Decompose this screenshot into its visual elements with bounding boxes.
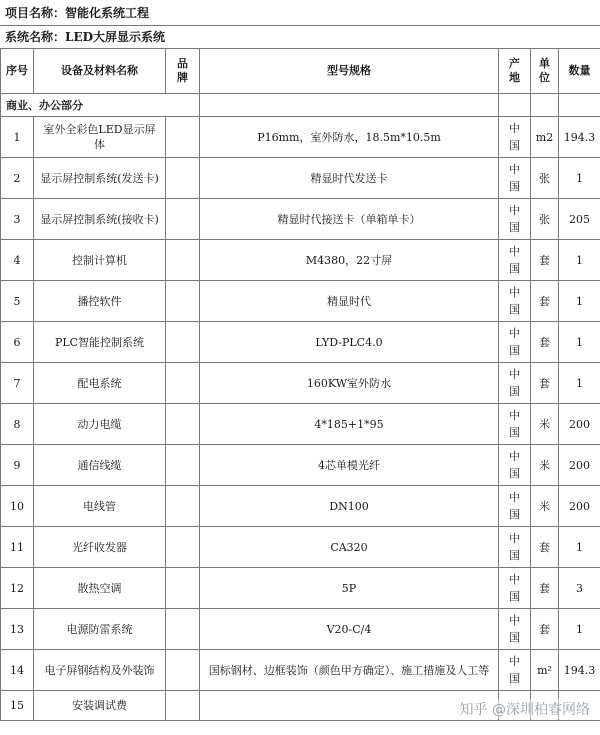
table-row bbox=[1, 199, 600, 240]
cell-brand bbox=[166, 322, 200, 363]
table-row bbox=[1, 281, 600, 322]
cell-name: 光纤收发器 bbox=[34, 527, 166, 568]
cell-name: PLC智能控制系统 bbox=[34, 322, 166, 363]
header-unit: 单 位 bbox=[531, 49, 559, 94]
cell-model: 国标钢材、边框装饰（颜色甲方确定）、施工措施及人工等 bbox=[200, 650, 499, 691]
cell-name: 室外全彩色LED显示屏体 bbox=[34, 117, 166, 158]
cell-brand bbox=[166, 240, 200, 281]
cell-model: 精显时代 bbox=[200, 281, 499, 322]
table-row bbox=[1, 650, 600, 691]
cell-origin: 中 国 bbox=[499, 158, 531, 199]
cell-origin: 中 国 bbox=[499, 322, 531, 363]
cell-index: 12 bbox=[1, 568, 34, 609]
cell-model bbox=[200, 691, 499, 721]
cell-index: 14 bbox=[1, 650, 34, 691]
cell-index: 11 bbox=[1, 527, 34, 568]
cell-name: 电源防雷系统 bbox=[34, 609, 166, 650]
cell-brand bbox=[166, 404, 200, 445]
cell-qty: 194.3 bbox=[559, 650, 600, 691]
cell-qty: 200 bbox=[559, 486, 600, 527]
cell-unit: 套 bbox=[531, 281, 559, 322]
cell-model: CA320 bbox=[200, 527, 499, 568]
header-index: 序号 bbox=[1, 49, 34, 94]
cell-origin: 中 国 bbox=[499, 609, 531, 650]
cell-qty: 1 bbox=[559, 363, 600, 404]
cell-name: 散热空调 bbox=[34, 568, 166, 609]
project-name-line: 项目名称：智能化系统工程 bbox=[0, 0, 600, 26]
cell-unit: m2 bbox=[531, 117, 559, 158]
cell-model: P16mm，室外防水，18.5m*10.5m bbox=[200, 117, 499, 158]
cell-qty: 1 bbox=[559, 527, 600, 568]
cell-qty: 3 bbox=[559, 568, 600, 609]
cell-model: 4*185+1*95 bbox=[200, 404, 499, 445]
cell-name: 通信线缆 bbox=[34, 445, 166, 486]
cell-qty: 1 bbox=[559, 322, 600, 363]
watermark-text: 知乎 @深圳柏睿网络 bbox=[459, 702, 590, 718]
table-row bbox=[1, 117, 600, 158]
cell-index: 4 bbox=[1, 240, 34, 281]
cell-index: 2 bbox=[1, 158, 34, 199]
cell-index: 5 bbox=[1, 281, 34, 322]
cell-model: 精显时代接送卡（单箱单卡） bbox=[200, 199, 499, 240]
header-brand: 品 牌 bbox=[166, 49, 200, 94]
cell-index: 13 bbox=[1, 609, 34, 650]
cell-brand bbox=[166, 650, 200, 691]
table-row bbox=[1, 404, 600, 445]
cell-unit: m² bbox=[531, 650, 559, 691]
table-row bbox=[1, 322, 600, 363]
cell-origin: 中 国 bbox=[499, 363, 531, 404]
cell-origin: 中 国 bbox=[499, 527, 531, 568]
header-name: 设备及材料名称 bbox=[34, 49, 166, 94]
cell-name: 配电系统 bbox=[34, 363, 166, 404]
table-row bbox=[1, 527, 600, 568]
cell-unit: 张 bbox=[531, 158, 559, 199]
cell-brand bbox=[166, 199, 200, 240]
cell-index: 7 bbox=[1, 363, 34, 404]
cell-unit: 米 bbox=[531, 404, 559, 445]
cell-name: 动力电缆 bbox=[34, 404, 166, 445]
cell-qty: 200 bbox=[559, 404, 600, 445]
section-row bbox=[1, 94, 600, 117]
cell-qty: 1 bbox=[559, 158, 600, 199]
table-row bbox=[1, 158, 600, 199]
cell-index: 15 bbox=[1, 691, 34, 721]
cell-model: V20-C/4 bbox=[200, 609, 499, 650]
cell-model: 160KW室外防水 bbox=[200, 363, 499, 404]
cell-qty: 1 bbox=[559, 609, 600, 650]
cell-index: 8 bbox=[1, 404, 34, 445]
cell-unit: 米 bbox=[531, 445, 559, 486]
cell-brand bbox=[166, 158, 200, 199]
cell-name: 显示屏控制系统(接收卡) bbox=[34, 199, 166, 240]
header-origin: 产 地 bbox=[499, 49, 531, 94]
table-row bbox=[1, 568, 600, 609]
cell-index: 1 bbox=[1, 117, 34, 158]
cell-origin: 中 国 bbox=[499, 240, 531, 281]
cell-brand bbox=[166, 609, 200, 650]
cell-name: 播控软件 bbox=[34, 281, 166, 322]
cell-unit: 套 bbox=[531, 363, 559, 404]
cell-brand bbox=[166, 486, 200, 527]
header-qty: 数量 bbox=[559, 49, 600, 94]
system-name-line: 系统名称：LED大屏显示系统 bbox=[5, 30, 165, 44]
cell-qty: 194.3 bbox=[559, 117, 600, 158]
cell-name: 电子屏钢结构及外装饰 bbox=[34, 650, 166, 691]
cell-name: 显示屏控制系统(发送卡) bbox=[34, 158, 166, 199]
cell-origin: 中 国 bbox=[499, 404, 531, 445]
cell-origin: 中 国 bbox=[499, 568, 531, 609]
cell-model: LYD-PLC4.0 bbox=[200, 322, 499, 363]
cell-qty: 1 bbox=[559, 281, 600, 322]
cell-origin: 中 国 bbox=[499, 650, 531, 691]
cell-model: 5P bbox=[200, 568, 499, 609]
table-row bbox=[1, 486, 600, 527]
cell-model: 4芯单模光纤 bbox=[200, 445, 499, 486]
cell-index: 9 bbox=[1, 445, 34, 486]
cell-brand bbox=[166, 117, 200, 158]
cell-model: DN100 bbox=[200, 486, 499, 527]
section-label: 商业、办公部分 bbox=[1, 94, 200, 117]
cell-unit: 张 bbox=[531, 199, 559, 240]
cell-index: 3 bbox=[1, 199, 34, 240]
cell-name: 控制计算机 bbox=[34, 240, 166, 281]
cell-unit: 套 bbox=[531, 240, 559, 281]
cell-unit: 米 bbox=[531, 486, 559, 527]
cell-unit: 套 bbox=[531, 568, 559, 609]
cell-index: 10 bbox=[1, 486, 34, 527]
table-row bbox=[1, 445, 600, 486]
cell-origin: 中 国 bbox=[499, 445, 531, 486]
cell-brand bbox=[166, 445, 200, 486]
header-model: 型号规格 bbox=[200, 49, 499, 94]
cell-brand bbox=[166, 691, 200, 721]
cell-name: 电线管 bbox=[34, 486, 166, 527]
cell-model: 精显时代发送卡 bbox=[200, 158, 499, 199]
cell-brand bbox=[166, 568, 200, 609]
cell-index: 6 bbox=[1, 322, 34, 363]
cell-origin: 中 国 bbox=[499, 117, 531, 158]
cell-brand bbox=[166, 281, 200, 322]
equipment-table bbox=[0, 48, 600, 721]
cell-brand bbox=[166, 363, 200, 404]
cell-unit: 套 bbox=[531, 527, 559, 568]
table-row bbox=[1, 240, 600, 281]
header-row bbox=[1, 49, 600, 94]
cell-unit: 套 bbox=[531, 322, 559, 363]
cell-name: 安装调试费 bbox=[34, 691, 166, 721]
cell-qty: 205 bbox=[559, 199, 600, 240]
cell-qty: 200 bbox=[559, 445, 600, 486]
cell-brand bbox=[166, 527, 200, 568]
cell-unit: 套 bbox=[531, 609, 559, 650]
table-row bbox=[1, 609, 600, 650]
watermark bbox=[458, 699, 592, 719]
cell-origin: 中 国 bbox=[499, 199, 531, 240]
cell-model: M4380，22寸屏 bbox=[200, 240, 499, 281]
cell-qty: 1 bbox=[559, 240, 600, 281]
table-row bbox=[1, 363, 600, 404]
cell-origin: 中 国 bbox=[499, 281, 531, 322]
cell-origin: 中 国 bbox=[499, 486, 531, 527]
